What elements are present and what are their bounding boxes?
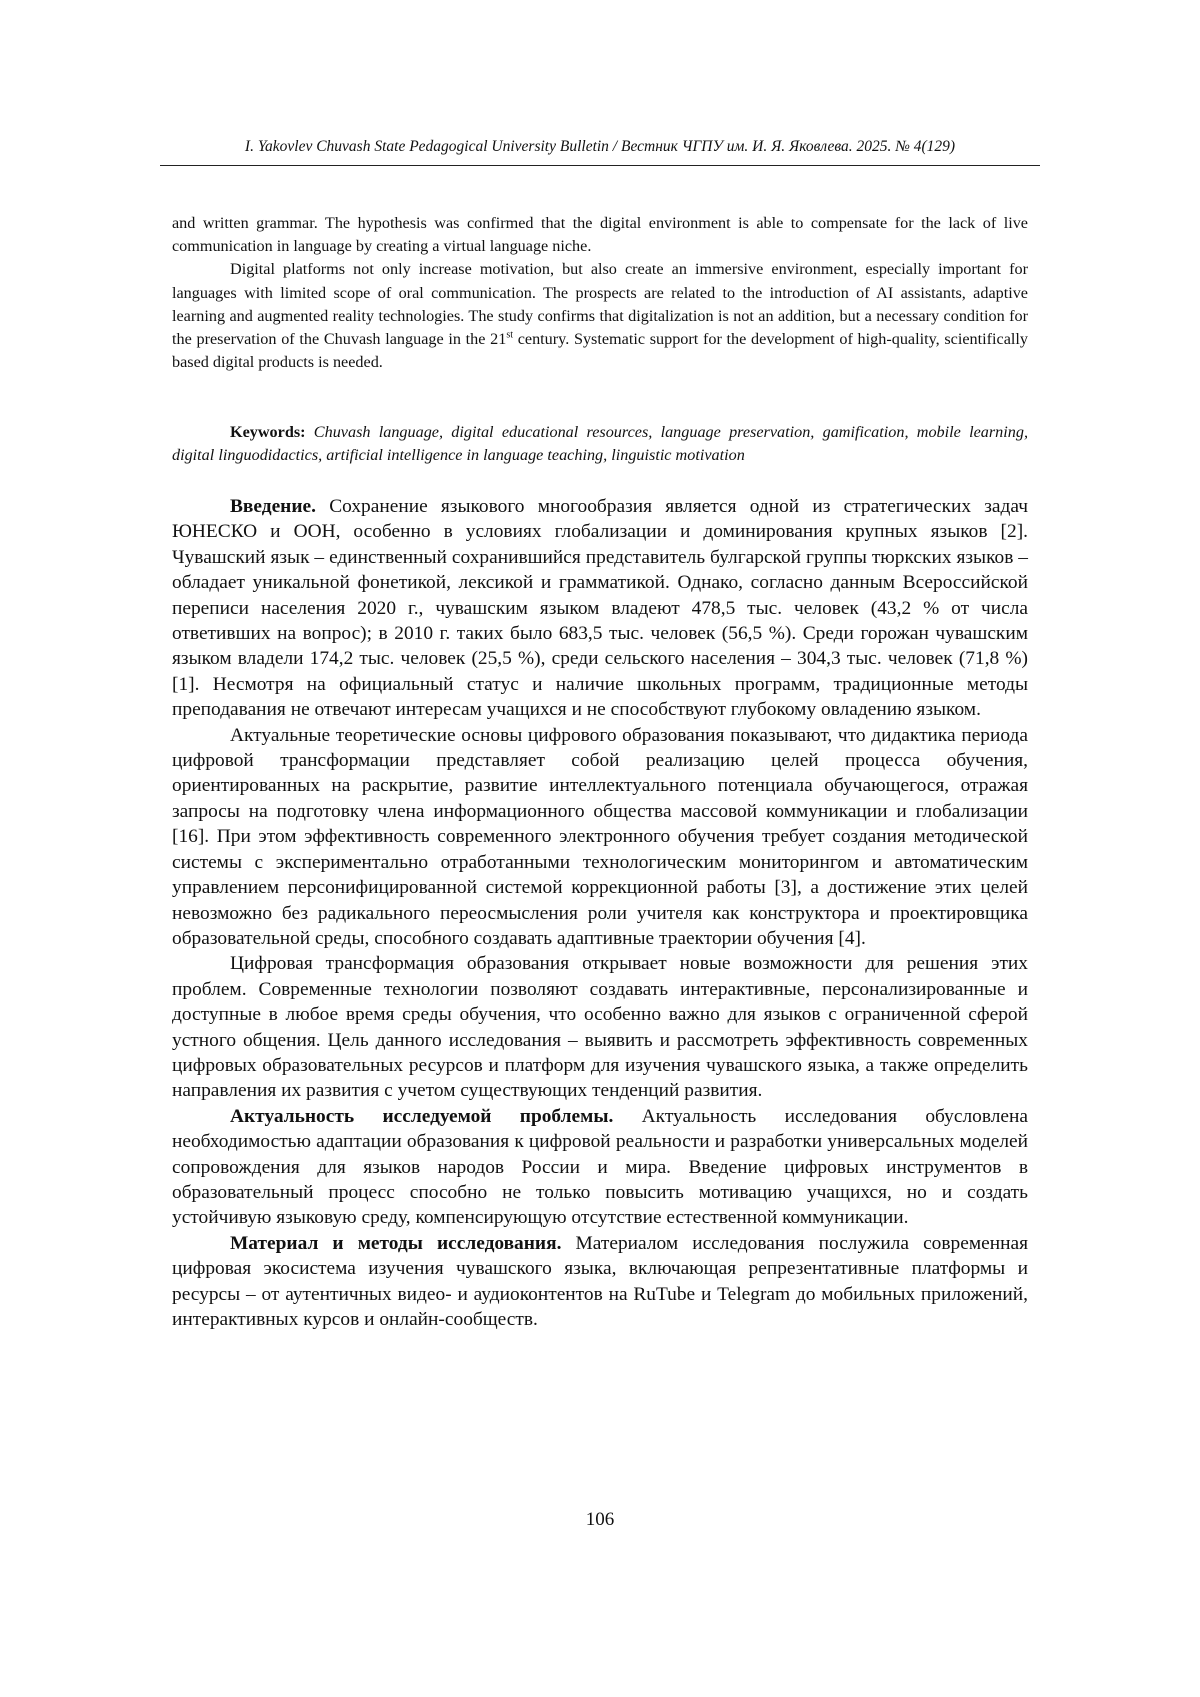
- relevance-paragraph: Актуальность исследуемой проблемы. Актуальность исследования обусловлена необходимостью адаптации образования к цифровой реальности и разработки универсальных моделей сопровождения для языков народов России и мира. Введение цифровых инструментов в образовательный процесс способно не только повысить мотивацию учащихся, но и создать устойчивую языковую среду, компенсирующую отсутствие естественной коммуникации.: [172, 1105, 1028, 1229]
- relevance-heading: Актуальность исследуемой проблемы.: [230, 1105, 614, 1127]
- keywords-list: Chuvash language, digital educational resources, language preservation, gamification, mobile learning, digital linguodidactics, artificial intelligence in language teaching, linguistic motivation: [172, 423, 1028, 464]
- running-title: I. Yakovlev Chuvash State Pedagogical University Bulletin / Вестник ЧГПУ им. И. Я. Яковлева. 2025. № 4(129): [244, 138, 956, 155]
- running-header: [160, 138, 1040, 156]
- goal-paragraph: Цифровая трансформация образования открывает новые возможности для решения этих проблем. Современные технологии позволяют создавать интерактивные, персонализированные и доступные в любое время среды обучения, что особенно важно для языков с ограниченной сферой устного общения. Цель данного исследования – выявить и рассмотреть эффективность современных цифровых образовательных ресурсов и платформ для изучения чувашского языка, а также определить направления их развития с учетом существующих тенденций развития.: [172, 953, 1028, 1102]
- abstract-continuation: [172, 212, 1028, 374]
- methods-heading: Материал и методы исследования.: [230, 1232, 562, 1254]
- keywords-block: [172, 421, 1028, 467]
- theory-paragraph: Актуальные теоретические основы цифрового образования показывают, что дидактика периода цифровой трансформации представляет собой реализацию целей процесса обучения, ориентированных на раскрытие, развитие интеллектуального потенциала обучающегося, отражая запросы на подготовку члена информационного общества массовой коммуникации и глобализации [16]. При этом эффективность современного электронного обучения требует создания методической системы с экспериментально отработанными технологическим мониторингом и автоматическим управлением персонифицированной системой коррекционной работы [3], а достижение этих целей невозможно без радикального переосмысления роли учителя как конструктора и проектировщика образовательной среды, способного создавать адаптивные траектории обучения [4].: [172, 724, 1028, 949]
- methods-paragraph: Материал и методы исследования. Материалом исследования послужила современная цифровая экосистема изучения чувашского языка, включающая репрезентативные платформы и ресурсы – от аутентичных видео- и аудиоконтентов на RuTube и Telegram до мобильных приложений, интерактивных курсов и онлайн-сообществ.: [172, 1232, 1028, 1330]
- abstract-paragraph-1: and written grammar. The hypothesis was confirmed that the digital environment is able to compensate for the lack of live communication in language by creating a virtual language niche.: [172, 214, 1028, 256]
- article-body: [172, 494, 1028, 1332]
- page-number: 106: [585, 1509, 615, 1530]
- introduction-heading: Введение.: [230, 496, 316, 517]
- abstract-paragraph-2: Digital platforms not only increase motivation, but also create an immersive environment, especially important for languages with limited scope of oral communication. The prospects are related to the introduction of AI assistants, adaptive learning and augmented reality technologies. The study confirms that digitalization is not an addition, but a necessary condition for the preservation of the Chuvash language in the 21st century. Systematic support for the development of high-quality, scientifically based digital products is needed.: [172, 260, 1028, 372]
- header-divider: [160, 165, 1040, 166]
- ordinal-superscript: st: [506, 329, 514, 341]
- keywords-label: Keywords:: [230, 423, 306, 441]
- introduction-paragraph: Введение. Сохранение языкового многообразия является одной из стратегических задач ЮНЕСКО и ООН, особенно в условиях глобализации и доминирования крупных языков [2]. Чувашский язык – единственный сохранившийся представитель булгарской группы тюркских языков – обладает уникальной фонетикой, лексикой и грамматикой. Однако, согласно данным Всероссийской переписи населения 2020 г., чувашским языком владеют 478,5 тыс. человек (43,2 % от числа ответивших на вопрос); в 2010 г. таких было 683,5 тыс. человек (56,5 %). Среди горожан чувашским языком владели 174,2 тыс. человек (25,5 %), среди сельского населения – 304,3 тыс. человек (71,8 %) [1]. Несмотря на официальный статус и наличие школьных программ, традиционные методы преподавания не отвечают интересам учащихся и не способствуют глубокому овладению языком.: [172, 496, 1028, 721]
